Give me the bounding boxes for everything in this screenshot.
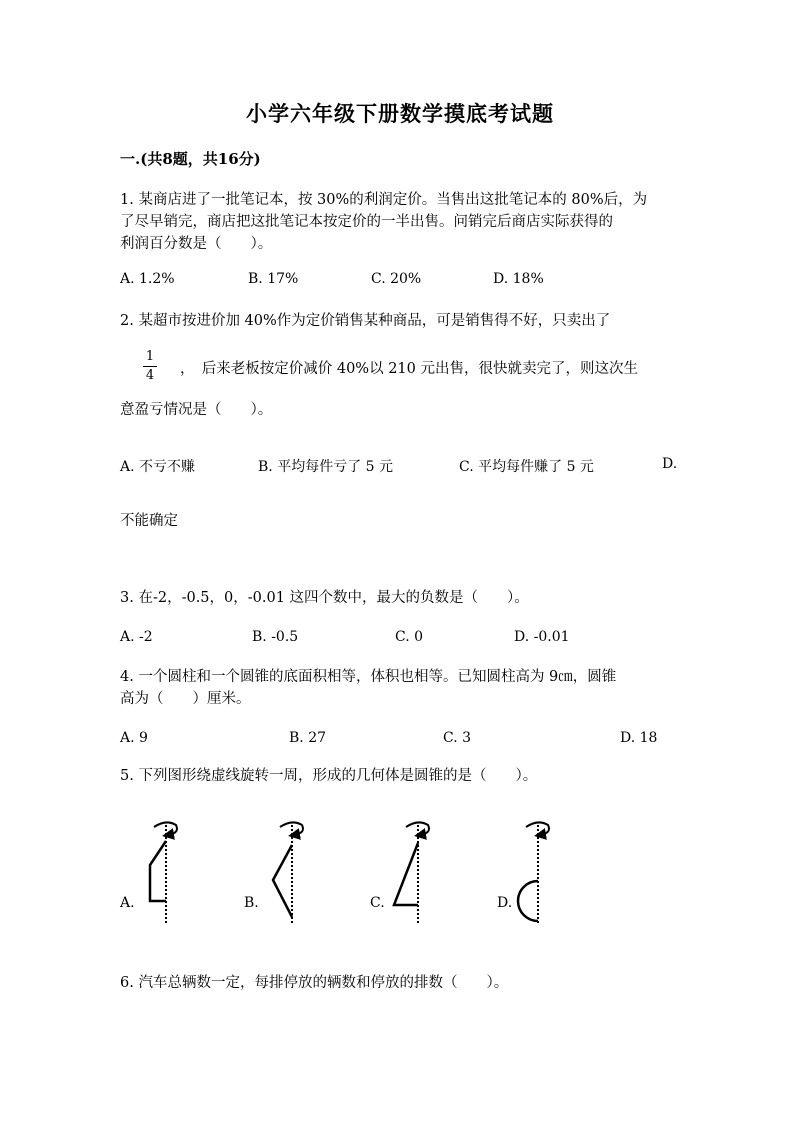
question-4-line-1: 4. 一个圆柱和一个圆锥的底面积相等，体积也相等。已知圆柱高为 9㎝，圆锥 bbox=[120, 669, 617, 685]
question-3-option-a[interactable]: A. -2 bbox=[120, 629, 153, 645]
figure-d-shape[interactable] bbox=[518, 822, 549, 925]
question-1-line-2: 了尽早销完，商店把这批笔记本按定价的一半出售。问销完后商店实际获得的 bbox=[120, 214, 613, 230]
question-6-line: 6. 汽车总辆数一定，每排停放的辆数和停放的排数（ ）。 bbox=[120, 975, 509, 991]
figure-b-label: B. bbox=[244, 895, 259, 911]
figure-b-shape[interactable] bbox=[273, 822, 303, 925]
question-2-option-b[interactable]: B. 平均每件亏了 5 元 bbox=[258, 459, 393, 475]
question-1-option-b[interactable]: B. 17% bbox=[248, 271, 299, 287]
page-title: 小学六年级下册数学摸底考试题 bbox=[246, 101, 554, 126]
question-5-line: 5. 下列图形绕虚线旋转一周，形成的几何体是圆锥的是（ ）。 bbox=[120, 768, 538, 784]
question-3-line: 3. 在-2，-0.5，0，-0.01 这四个数中，最大的负数是（ ）。 bbox=[120, 590, 529, 606]
fraction-numerator: 1 bbox=[145, 349, 155, 364]
question-4-option-a[interactable]: A. 9 bbox=[120, 730, 148, 746]
question-4-option-c[interactable]: C. 3 bbox=[443, 730, 472, 746]
question-2-option-d[interactable]: D. bbox=[662, 456, 678, 472]
section-heading: 一.(共8题，共16分) bbox=[120, 150, 261, 168]
question-1-line-3: 利润百分数是（ ）。 bbox=[120, 236, 273, 252]
question-4-option-b[interactable]: B. 27 bbox=[289, 730, 327, 746]
question-4-line-2: 高为（ ）厘米。 bbox=[120, 691, 251, 707]
fraction-one-quarter bbox=[143, 350, 157, 383]
question-2-line-1: 2. 某超市按进价加 40%作为定价销售某种商品，可是销售得不好，只卖出了 bbox=[120, 313, 611, 329]
figure-a-profile bbox=[150, 841, 166, 901]
question-2-option-a[interactable]: A. 不亏不赚 bbox=[120, 459, 196, 475]
question-2-option-d-text[interactable]: 不能确定 bbox=[120, 513, 178, 529]
figure-c-profile bbox=[394, 843, 418, 905]
fraction-denominator: 4 bbox=[145, 368, 155, 383]
question-3-option-d[interactable]: D. -0.01 bbox=[514, 629, 570, 645]
figure-d-profile bbox=[518, 881, 538, 921]
question-2-line-2: ， 后来老板按定价减价 40%以 210 元出售，很快就卖完了，则这次生 bbox=[180, 361, 638, 377]
rotation-figures bbox=[110, 815, 580, 935]
question-2-option-c[interactable]: C. 平均每件赚了 5 元 bbox=[459, 459, 594, 475]
figure-a-shape[interactable] bbox=[150, 822, 177, 925]
figure-d-label: D. bbox=[497, 895, 513, 911]
question-3-option-c[interactable]: C. 0 bbox=[395, 629, 424, 645]
question-1-option-d[interactable]: D. 18% bbox=[493, 271, 544, 287]
figure-c-label: C. bbox=[370, 895, 385, 911]
question-3-option-b[interactable]: B. -0.5 bbox=[252, 629, 299, 645]
question-2-line-3: 意盈亏情况是（ ）。 bbox=[120, 402, 273, 418]
figure-a-label: A. bbox=[120, 895, 135, 911]
fraction-bar bbox=[143, 366, 157, 367]
figure-b-profile bbox=[273, 845, 292, 917]
question-1-option-c[interactable]: C. 20% bbox=[371, 271, 422, 287]
figure-c-shape[interactable] bbox=[394, 822, 429, 925]
question-4-option-d[interactable]: D. 18 bbox=[620, 730, 658, 746]
question-1-line-1: 1. 某商店进了一批笔记本，按 30%的利润定价。当售出这批笔记本的 80%后，为 bbox=[120, 192, 648, 208]
question-1-option-a[interactable]: A. 1.2% bbox=[120, 271, 175, 287]
